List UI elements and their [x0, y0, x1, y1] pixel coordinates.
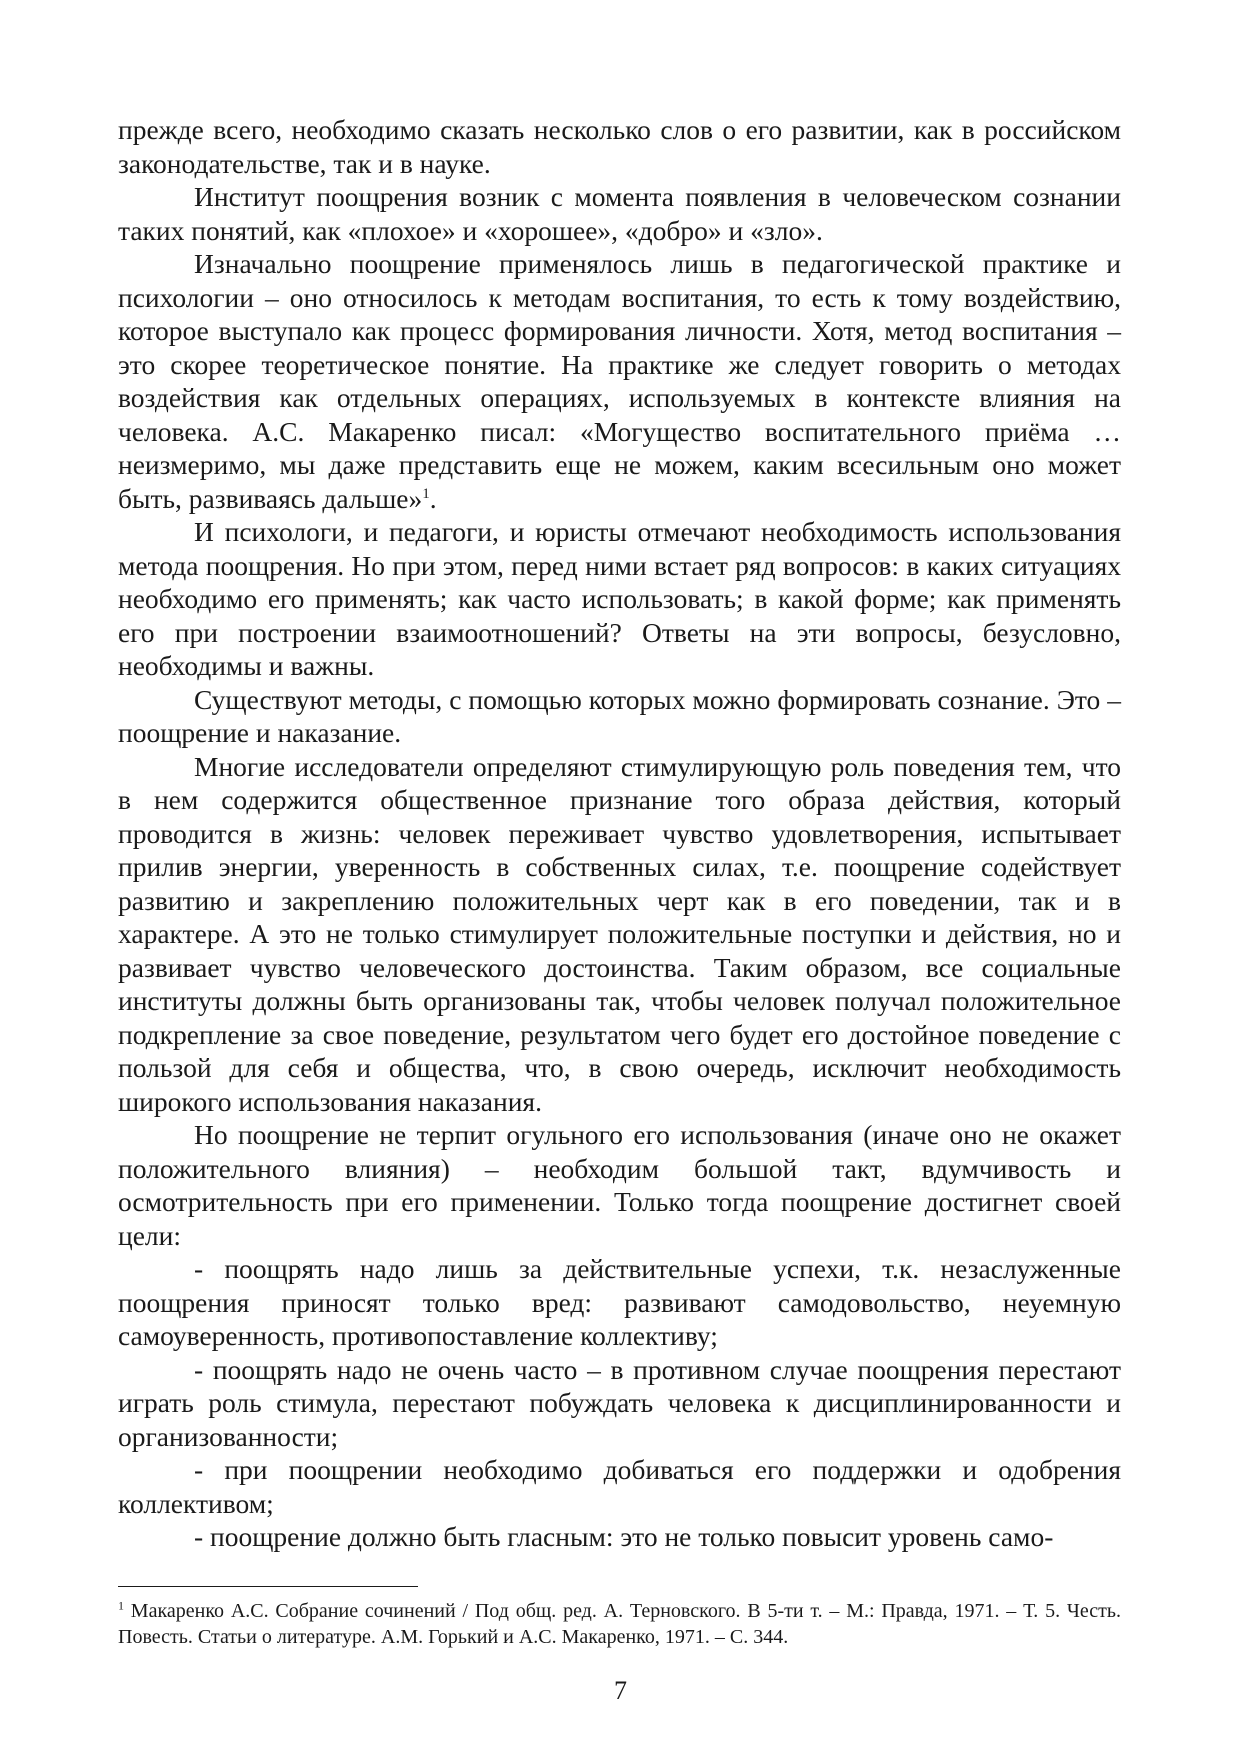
footnote — [118, 1598, 1121, 1650]
footnote-text: Макаренко А.С. Собрание сочинений / Под общ. ред. А. Терновского. В 5-ти т. – М.: Правда, 1971. – Т. 5. Честь. Повесть. Статьи о литературе. А.М. Горький и А.С. Макаренко, 1971. – С. 344. — [118, 1600, 1121, 1648]
page-number: 7 — [614, 1676, 627, 1705]
paragraph-4: И психологи, и педагоги, и юристы отмечают необходимость использования метода поощрения. Но при этом, перед ними встает ряд вопросов: в каких ситуациях необходимо его применять; как часто использовать; в какой форме; как применять его при построении взаимоотношений? Ответы на эти вопросы, безусловно, необходимы и важны. — [118, 516, 1121, 681]
footnote-divider — [118, 1586, 418, 1587]
list-item-1: - поощрять надо лишь за действительные успехи, т.к. незаслуженные поощрения приносят только вред: развивают самодовольство, неуемную самоуверенность, противопоставление коллективу; — [118, 1253, 1121, 1351]
paragraph-5: Существуют методы, с помощью которых можно формировать сознание. Это – поощрение и наказание. — [118, 683, 1121, 748]
list-item-4: - поощрение должно быть гласным: это не только повысит уровень само- — [194, 1521, 1054, 1552]
paragraph-1: прежде всего, необходимо сказать несколько слов о его развитии, как в российском законодательстве, так и в науке. — [118, 114, 1121, 179]
main-text — [118, 113, 1121, 1554]
footnote-marker: 1 — [118, 1598, 124, 1613]
paragraph-3 — [118, 247, 1121, 515]
page-body — [118, 113, 1121, 1554]
footnote-reference[interactable]: 1 — [422, 485, 430, 502]
paragraph-2: Институт поощрения возник с момента появления в человеческом сознании таких понятий, как «плохое» и «хорошее», «добро» и «зло». — [118, 181, 1121, 246]
paragraph-3-text: Изначально поощрение применялось лишь в педагогической практике и психологии – оно относилось к методам воспитания, то есть к тому воздействию, которое выступало как процесс формирования личности. Хотя, метод воспитания – это скорее теоретическое понятие. На практике же следует говорить о методах воздействия как отдельных операциях, используемых в контексте влияния на человека. А.С. Макаренко писал: «Могущество воспитательного приёма … неизмеримо, мы даже представить еще не можем, каким всесильным оно может быть, развиваясь дальше» — [118, 248, 1121, 514]
paragraph-6: Многие исследователи определяют стимулирующую роль поведения тем, что в нем содержится общественное признание того образа действия, который проводится в жизнь: человек переживает чувство удовлетворения, испытывает прилив энергии, уверенность в собственных силах, т.е. поощрение содействует развитию и закреплению положительных черт как в его поведении, так и в характере. А это не только стимулирует положительные поступки и действия, но и развивает чувство человеческого достоинства. Таким образом, все социальные институты должны быть организованы так, чтобы человек получал положительное подкрепление за свое поведение, результатом чего будет его достойное поведение с пользой для себя и общества, что, в свою очередь, исключит необходимость широкого использования наказания. — [118, 750, 1121, 1117]
paragraph-7: Но поощрение не терпит огульного его использования (иначе оно не окажет положительного влияния) – необходим большой такт, вдумчивость и осмотрительность при его применении. Только тогда поощрение достигнет своей цели: — [118, 1119, 1121, 1251]
list-item-3: - при поощрении необходимо добиваться его поддержки и одобрения коллективом; — [118, 1454, 1121, 1519]
list-item-2: - поощрять надо не очень часто – в противном случае поощрения перестают играть роль стимула, перестают побуждать человека к дисциплинированности и организованности; — [118, 1353, 1121, 1452]
paragraph-3-end: . — [429, 482, 437, 514]
